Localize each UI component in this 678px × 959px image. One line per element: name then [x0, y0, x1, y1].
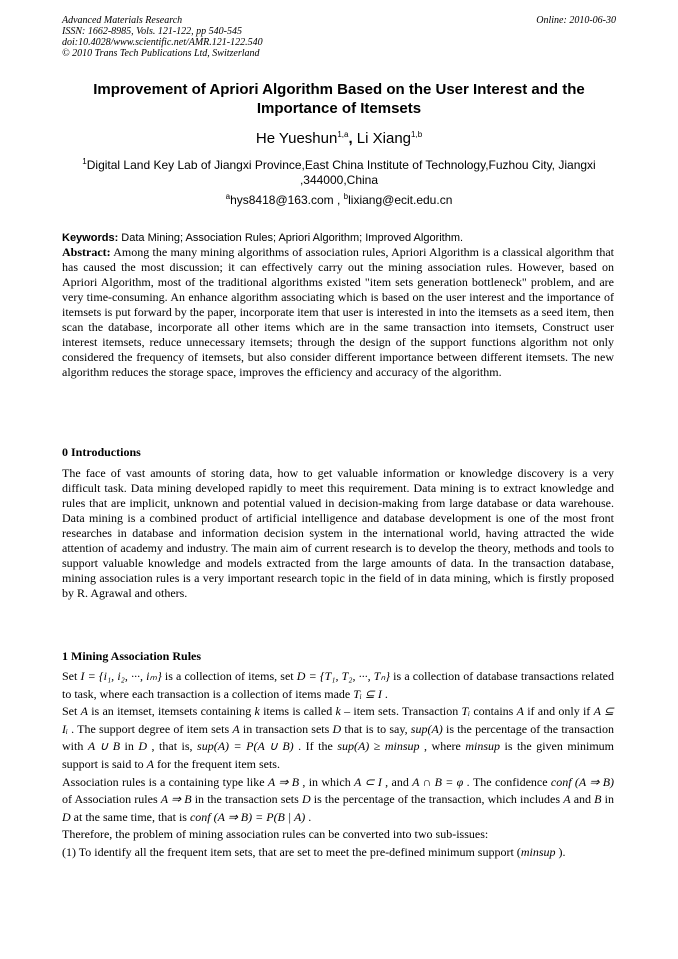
keywords-text: Data Mining; Association Rules; Apriori Algorithm; Improved Algorithm. — [118, 232, 464, 244]
text-run: in — [601, 792, 614, 807]
email-line — [62, 193, 616, 208]
text-run: that is to say, — [341, 721, 411, 736]
text-run: Set — [62, 704, 81, 719]
text-run: contains — [470, 704, 517, 719]
author-line — [62, 130, 616, 148]
formula: conf (A ⇒ B) = P(B | A) — [189, 809, 306, 824]
text-run: is a collection of database transactions related to task, where each transaction is a collection of items made — [62, 669, 614, 701]
formula: D — [62, 809, 71, 824]
author-1: He Yueshun — [255, 130, 338, 147]
journal-name: Advanced Materials Research — [62, 15, 183, 26]
formula: minsup — [520, 844, 556, 859]
formula: conf (A ⇒ B) — [550, 774, 615, 789]
email-b[interactable]: lixiang@ecit.edu.cn — [348, 193, 453, 207]
section-1-paragraph-1 — [62, 668, 614, 703]
text-run: , that is, — [147, 739, 198, 754]
affiliation — [62, 158, 616, 188]
formula: A — [516, 704, 524, 719]
formula: Tᵢ ⊆ I — [353, 686, 382, 701]
formula: A — [80, 704, 88, 719]
text-run: is the given minimum support is said to — [62, 739, 615, 771]
formula: D — [332, 721, 342, 736]
keywords-label: Keywords: — [62, 232, 119, 244]
formula: I = {i₁, i₂, ···, iₘ} — [80, 669, 162, 683]
text-run: is a collection of items, set — [161, 669, 297, 683]
text-run: , where — [419, 739, 466, 754]
section-1-paragraph-4: Therefore, the problem of mining association rules can be converted into two sub-issues: — [62, 827, 489, 842]
email-separator: , — [333, 193, 344, 207]
text-run: if and only if — [523, 704, 594, 719]
formula: A ⊂ I — [354, 774, 382, 789]
formula: D — [138, 739, 148, 754]
text-run: , and — [381, 774, 413, 789]
section-0-text: The face of vast amounts of storing data, how to get valuable information or knowledge discovery is a very difficult task. Data mining developed rapidly to meet this requirement. Data mining is to extract knowledge and rules that are implicit, unknown and potential valued in decision-making from large database or data warehouse. Data mining is a combined product of artificial intelligence and database development is one of the most front researches in database and information decision system in the international world, having attracted the wide attention of academy and industry. The main aim of current research is to develop the theory, methods and tools to support valuable knowledge and models extracted from the large amounts of data. In the transaction database, mining association rules is a very important research topic in the field of in data mining, which is firstly proposed by R. Agrawal and others. — [62, 466, 614, 600]
text-run: is the percentage of the transaction with — [62, 721, 614, 754]
section-1-paragraph-2 — [62, 703, 614, 773]
copyright-line: © 2010 Trans Tech Publications Ltd, Switzerland — [62, 48, 260, 59]
issn-line: ISSN: 1662-8985, Vols. 121-122, pp 540-545 — [62, 26, 242, 37]
text-run: at the same time, that is — [70, 809, 190, 824]
author-separator: , — [348, 130, 357, 147]
text-run: (1) To identify all the frequent item sets, that are set to meet the pre-defined minimum support ( — [62, 844, 521, 859]
text-run: – item sets. Transaction — [340, 704, 462, 719]
formula: k — [254, 704, 260, 719]
formula: sup(A) — [410, 721, 443, 736]
text-run: in the transaction sets — [191, 792, 302, 807]
email-a-sup: a — [225, 192, 231, 201]
formula: D = {T₁, T₂, ···, Tₙ} — [296, 669, 391, 683]
affiliation-text: Digital Land Key Lab of Jiangxi Province,East China Institute of Technology,Fuzhou City, Jiangxi ,344000,China — [86, 158, 596, 187]
formula: A — [146, 756, 155, 771]
text-run: in transaction sets — [239, 721, 333, 736]
text-run: Set — [62, 669, 81, 683]
text-run: . — [381, 686, 388, 701]
author-1-sup: 1,a — [337, 130, 349, 139]
abstract — [62, 245, 614, 380]
author-2: Li Xiang — [356, 130, 412, 147]
formula: minsup — [465, 739, 501, 754]
email-b-sup: b — [343, 192, 349, 201]
formula: k — [335, 704, 341, 719]
formula: A ⇒ B — [267, 774, 300, 789]
abstract-label: Abstract: — [62, 245, 111, 259]
text-run: in — [120, 739, 139, 754]
formula: A ⇒ B — [160, 792, 192, 807]
formula: sup(A) = P(A ∪ B) — [197, 739, 294, 754]
journal-header — [62, 15, 616, 59]
author-2-sup: 1,b — [411, 130, 423, 139]
formula: Tᵢ — [461, 704, 471, 719]
text-run: for the frequent item sets. — [154, 756, 280, 771]
text-run: is an itemset, itemsets containing — [87, 704, 255, 719]
text-run: Association rules is a containing type like — [62, 774, 268, 789]
text-run: . If the — [293, 739, 338, 754]
text-run: , in which — [299, 774, 355, 789]
text-run: . The support degree of item sets — [67, 721, 233, 736]
formula: B — [594, 792, 602, 807]
section-1-heading: 1 Mining Association Rules — [62, 649, 202, 663]
section-1-paragraph-5 — [62, 844, 614, 862]
email-a[interactable]: hys8418@163.com — [230, 193, 334, 207]
text-run: items is called — [259, 704, 336, 719]
keywords — [62, 231, 614, 246]
text-run: ). — [555, 844, 566, 859]
doi-line: doi:10.4028/www.scientific.net/AMR.121-122.540 — [62, 37, 263, 48]
text-run: . The confidence — [463, 774, 551, 789]
formula: A — [232, 721, 240, 736]
section-0-heading: 0 Introductions — [62, 445, 141, 459]
text-run: and — [570, 792, 595, 807]
formula: sup(A) ≥ minsup — [337, 739, 420, 754]
formula: A — [563, 792, 571, 807]
text-run: . — [305, 809, 312, 824]
abstract-text: Among the many mining algorithms of association rules, Apriori Algorithm is a classical algorithm that has caused the most discussion; it can effectively carry out the mining association rules. However, based on Apriori Algorithm, most of the traditional algorithms existed "item sets generation bottleneck" problem, and are very time-consuming. An enhance algorithm associating which is based on the user interest and the importance of itemsets is put forward by the paper, incorporate item that user is interested in into the itemsets as a seed item, then scan the database, incorporate all other items which are in the same transaction into itemsets, Construct user interest itemsets, reduce unnecessary itemsets; through the design of the support functions algorithm not only considered the frequency of itemsets, but also consider different importance between different itemsets. The new algorithm reduces the storage space, improves the efficiency and accuracy of the algorithm. — [62, 245, 614, 379]
affiliation-sup: 1 — [82, 157, 87, 166]
paper-title: Improvement of Apriori Algorithm Based on the User Interest and the Importance of Itemsets — [93, 81, 585, 117]
online-date: Online: 2010-06-30 — [536, 15, 616, 26]
formula: A ∩ B = φ — [412, 774, 464, 789]
section-1-paragraph-3 — [62, 774, 614, 827]
formula: D — [301, 792, 311, 807]
text-run: is the percentage of the transaction, which includes — [310, 792, 564, 807]
formula: A ∪ B — [87, 739, 121, 754]
section-1-body — [62, 668, 614, 862]
text-run: of Association rules — [62, 792, 161, 807]
formula: A ⊆ Iᵢ — [62, 704, 614, 736]
